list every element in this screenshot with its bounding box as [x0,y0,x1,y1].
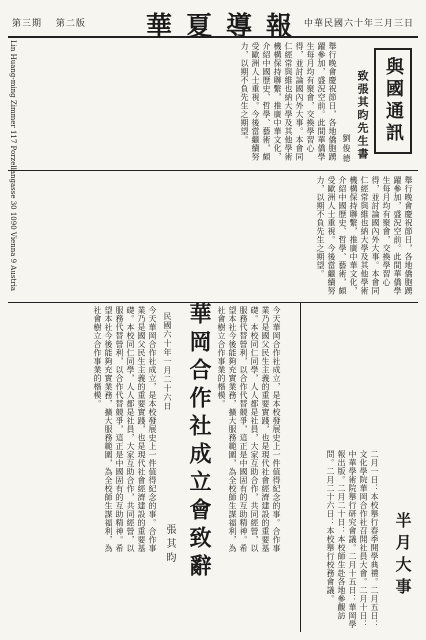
section-divider [8,302,418,303]
top-article-continued: 舉行晚會慶祝節日，各地僑胞踴躍參加，盛況空前。此間華僑學生每月均有聚會，交換學習心得，並討論國內外大事。本會同仁經常與維也納大學及其他學術機構保持聯繫，推廣中華文化，介紹中國歷史、哲學、藝術，頗受歐洲人士重視。今後當繼續努力，以期不負先生之期望。 [316,176,413,295]
masthead-date: 中華民國六十年三月三日 [303,19,414,29]
events-body: 二月一日：本校舉行春季開學典禮。二月五日：文化學院華岡合作社召開社員大會。二月十日：中華學術院舉行研究會議。二月十五日：華岡學報出版。二月二十日：本校師生赴各地參觀訪問。二月二十六日：本校舉行校務會議。 [326,450,379,629]
main-article-author: 張其昀 [164,524,175,566]
top-article-title: 與國通訊 [374,48,412,154]
mailing-address: Lin Huang-ming Zimmer 117 Porzellangasse 30 1090 Vienna 9 Austria [9,40,17,292]
issue-number: 第三期 [12,19,43,29]
top-article-body: 舉行晚會慶祝節日，各地僑胞踴躍參加，盛況空前。此間華僑學生每月均有聚會，交換學習心得，並討論國內外大事。本會同仁經常與維也納大學及其他學術機構保持聯繫，推廣中華文化，介紹中國歷史、哲學、藝術，頗受歐洲人士重視。今後當繼續努力，以期不負先生之期望。 [240,42,337,161]
main-article-title: 華岡合作社成立會致辭 [186,302,212,582]
top-article-author: 劉俊德 [342,134,351,164]
section-divider [8,170,418,171]
newspaper-title: 華夏導報 [146,12,307,42]
main-article-body-continued: 今天華岡合作社成立，是本校發展史上一件值得紀念的事。合作事業乃是國父民生主義的重要實踐，也是現代社會經濟建設的重要基礎。本校同仁同學，人人都是社員，大家互助合作，共同經營，以服務代替營利，以合作代替競爭，這正是中國固有的互助精神。希望本社今後能夠充實業務，擴大服務範圍，為全校師生謀福利，為社會樹立合作事業的楷模。 [93,306,157,553]
top-article-subtitle: 致張其昀先生書 [356,70,369,161]
masthead-issue [12,16,96,29]
events-heading: 半月大事 [393,512,412,600]
main-article-date: 民國六十年一月二十六日 [163,312,172,411]
masthead [8,6,418,42]
main-article-body: 今天華岡合作社成立，是本校發展史上一件值得紀念的事。合作事業乃是國父民生主義的重要實踐，也是現代社會經濟建設的重要基礎。本校同仁同學，人人都是社員，大家互助合作，共同經營，以服務代替營利，以合作代替競爭，這正是中國固有的互助精神。希望本社今後能夠充實業務，擴大服務範圍，為全校師生謀福利，為社會樹立合作事業的楷模。 [217,306,281,553]
page-number: 第二版 [55,19,86,29]
